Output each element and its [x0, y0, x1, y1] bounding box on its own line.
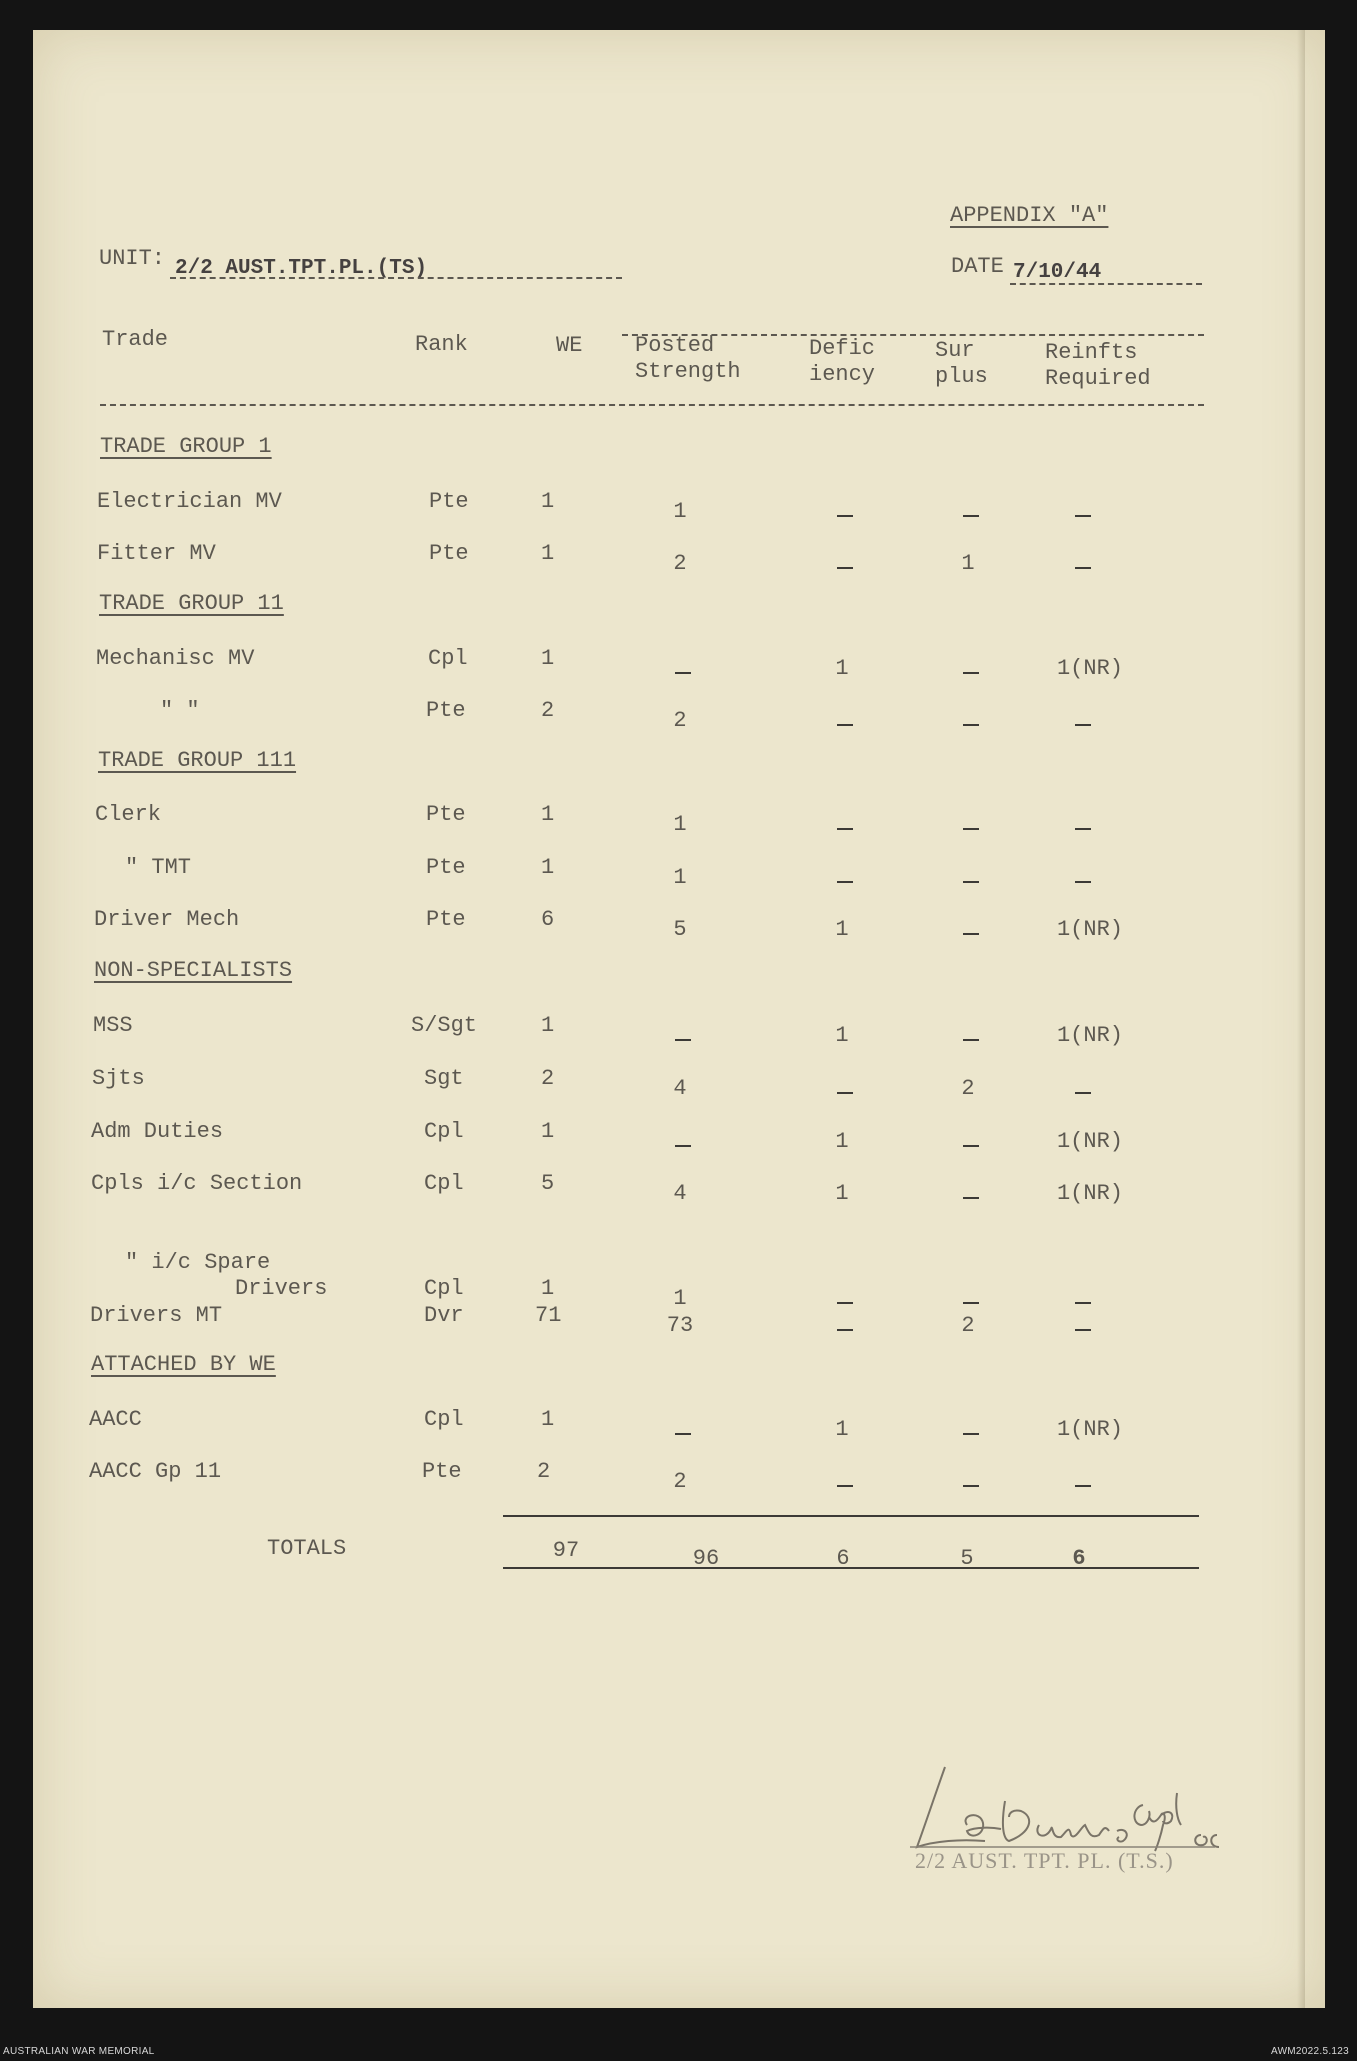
row-surplus-dash	[963, 881, 979, 883]
row-defic-dash	[837, 515, 853, 517]
group-heading: TRADE GROUP 11	[99, 591, 284, 616]
row-rank: Pte	[426, 698, 466, 723]
col-defic: Defic	[809, 336, 876, 361]
row-rank: Cpl	[424, 1407, 464, 1432]
col-sur: Sur	[935, 338, 975, 363]
row-we: 1	[541, 1013, 555, 1038]
row-we: 1	[541, 1407, 555, 1432]
row-trade: MSS	[93, 1013, 133, 1038]
row-rank: Dvr	[424, 1303, 464, 1328]
row-posted: 2	[673, 1469, 687, 1494]
row-we: 1	[541, 802, 555, 827]
row-surplus: 2	[961, 1313, 975, 1338]
group-heading: TRADE GROUP 111	[98, 748, 297, 773]
document-page	[33, 30, 1325, 2008]
row-surplus-dash	[963, 1485, 979, 1487]
row-rank: Cpl	[428, 646, 468, 671]
totals-top-rule	[503, 1515, 1199, 1517]
row-surplus-dash	[963, 828, 979, 830]
row-defic-dash	[837, 1485, 853, 1487]
totals-defic: 6	[836, 1546, 850, 1571]
col-we: WE	[556, 333, 583, 358]
col-reinfts-2: Required	[1045, 366, 1151, 391]
row-trade: AACC	[89, 1407, 142, 1432]
row-rank: Pte	[429, 541, 469, 566]
row-posted: 4	[673, 1076, 687, 1101]
row-posted-dash	[675, 1039, 691, 1041]
row-defic-dash	[837, 567, 853, 569]
row-trade: Drivers MT	[90, 1303, 223, 1328]
row-surplus-dash	[963, 1302, 979, 1304]
row-posted-dash	[675, 1145, 691, 1147]
row-rank: Pte	[422, 1459, 462, 1484]
col-rank: Rank	[415, 332, 468, 357]
row-surplus-dash	[963, 1197, 979, 1199]
unit-label: UNIT:	[99, 246, 166, 271]
row-we: 2	[541, 698, 555, 723]
row-trade: Sjts	[92, 1066, 145, 1091]
row-rank: Cpl	[424, 1119, 464, 1144]
group-heading: NON-SPECIALISTS	[94, 958, 293, 983]
row-defic: 1	[835, 1023, 849, 1048]
row-rank: Pte	[429, 489, 469, 514]
row-posted: 1	[673, 865, 687, 890]
row-rank: Pte	[426, 907, 466, 932]
row-we: 5	[541, 1171, 555, 1196]
row-posted: 2	[673, 551, 687, 576]
row-reinfts: 1(NR)	[1056, 656, 1123, 681]
footer-institution: AUSTRALIAN WAR MEMORIAL	[3, 2046, 155, 2057]
row-surplus-dash	[963, 515, 979, 517]
row-we: 6	[541, 907, 555, 932]
row-defic: 1	[835, 1129, 849, 1154]
col-posted-2: Strength	[635, 359, 741, 384]
row-we: 1	[541, 489, 555, 514]
row-posted: 1	[673, 812, 687, 837]
row-posted: 73	[666, 1313, 694, 1338]
row-posted: 4	[673, 1181, 687, 1206]
row-reinfts-dash	[1075, 567, 1091, 569]
row-trade: Mechanisc MV	[96, 646, 255, 671]
col-sur-2: plus	[935, 364, 988, 389]
row-defic-dash	[837, 724, 853, 726]
appendix-label: APPENDIX "A"	[950, 203, 1109, 228]
unit-underline	[170, 277, 622, 279]
row-surplus-dash	[963, 724, 979, 726]
row-we: 1	[541, 855, 555, 880]
row-rank: S/Sgt	[411, 1013, 478, 1038]
row-surplus: 2	[961, 1076, 975, 1101]
row-reinfts: 1(NR)	[1056, 917, 1123, 942]
row-we: 1	[541, 1119, 555, 1144]
row-posted-dash	[675, 1433, 691, 1435]
unit-stamp: 2/2 AUST. TPT. PL. (T.S.)	[915, 1848, 1174, 1873]
row-reinfts: 1(NR)	[1056, 1023, 1123, 1048]
row-trade: Adm Duties	[91, 1119, 224, 1144]
row-surplus-dash	[963, 1145, 979, 1147]
row-trade: Driver Mech	[94, 907, 240, 932]
totals-reinfts: 6	[1072, 1546, 1086, 1571]
row-trade: " i/c Spare	[125, 1250, 271, 1275]
date-label: DATE	[951, 254, 1004, 279]
row-trade: Fitter MV	[97, 541, 216, 566]
row-reinfts: 1(NR)	[1056, 1129, 1123, 1154]
row-reinfts-dash	[1075, 881, 1091, 883]
row-trade-cont: Drivers	[235, 1276, 328, 1301]
col-defic-2: iency	[809, 362, 876, 387]
row-we: 1	[541, 646, 555, 671]
row-defic-dash	[837, 1302, 853, 1304]
unit-value: 2/2 AUST.TPT.PL.(TS)	[175, 257, 428, 280]
row-surplus: 1	[961, 551, 975, 576]
totals-posted: 96	[692, 1546, 720, 1571]
row-rank: Sgt	[424, 1066, 464, 1091]
row-reinfts: 1(NR)	[1056, 1181, 1123, 1206]
row-trade: " TMT	[125, 855, 192, 880]
row-posted: 1	[673, 1286, 687, 1311]
paper-edge	[1297, 30, 1305, 2008]
totals-bottom-rule	[503, 1567, 1199, 1569]
row-trade: Clerk	[95, 802, 162, 827]
group-heading: TRADE GROUP 1	[100, 434, 272, 459]
totals-we: 97	[552, 1538, 580, 1563]
row-rank: Cpl	[424, 1171, 464, 1196]
row-defic-dash	[837, 1329, 853, 1331]
row-reinfts-dash	[1075, 1092, 1091, 1094]
row-reinfts-dash	[1075, 724, 1091, 726]
row-defic: 1	[835, 656, 849, 681]
row-reinfts-dash	[1075, 828, 1091, 830]
totals-surplus: 5	[960, 1546, 974, 1571]
row-rank: Cpl	[424, 1276, 464, 1301]
row-surplus-dash	[963, 1433, 979, 1435]
row-defic-dash	[837, 828, 853, 830]
row-we: 71	[535, 1303, 562, 1328]
row-trade: Electrician MV	[97, 489, 282, 514]
row-posted: 5	[673, 917, 687, 942]
col-reinfts: Reinfts	[1045, 340, 1138, 365]
row-trade: Cpls i/c Section	[91, 1171, 303, 1196]
row-surplus-dash	[963, 1039, 979, 1041]
row-we: 1	[541, 1276, 555, 1301]
header-bottom-rule	[100, 404, 1204, 406]
row-trade: AACC Gp 11	[89, 1459, 222, 1484]
row-defic: 1	[835, 1181, 849, 1206]
totals-label: TOTALS	[267, 1536, 347, 1561]
row-posted: 1	[673, 499, 687, 524]
row-trade: " "	[160, 698, 200, 723]
footer-accession: AWM2022.5.123	[1270, 2046, 1349, 2057]
row-we: 2	[537, 1459, 551, 1484]
row-rank: Pte	[426, 855, 466, 880]
row-rank: Pte	[426, 802, 466, 827]
row-reinfts-dash	[1075, 1329, 1091, 1331]
row-defic: 1	[835, 917, 849, 942]
row-reinfts-dash	[1075, 1302, 1091, 1304]
row-surplus-dash	[963, 933, 979, 935]
group-heading: ATTACHED BY WE	[91, 1352, 276, 1377]
row-defic: 1	[835, 1417, 849, 1442]
row-defic-dash	[837, 881, 853, 883]
row-posted-dash	[675, 672, 691, 674]
row-surplus-dash	[963, 672, 979, 674]
row-we: 1	[541, 541, 555, 566]
row-reinfts-dash	[1075, 515, 1091, 517]
row-posted: 2	[673, 708, 687, 733]
col-posted: Posted	[635, 333, 715, 358]
row-reinfts-dash	[1075, 1485, 1091, 1487]
row-reinfts: 1(NR)	[1056, 1417, 1123, 1442]
row-defic-dash	[837, 1092, 853, 1094]
date-underline	[1010, 283, 1202, 285]
row-we: 2	[541, 1066, 555, 1091]
col-trade: Trade	[102, 327, 169, 352]
date-value: 7/10/44	[1013, 261, 1102, 284]
